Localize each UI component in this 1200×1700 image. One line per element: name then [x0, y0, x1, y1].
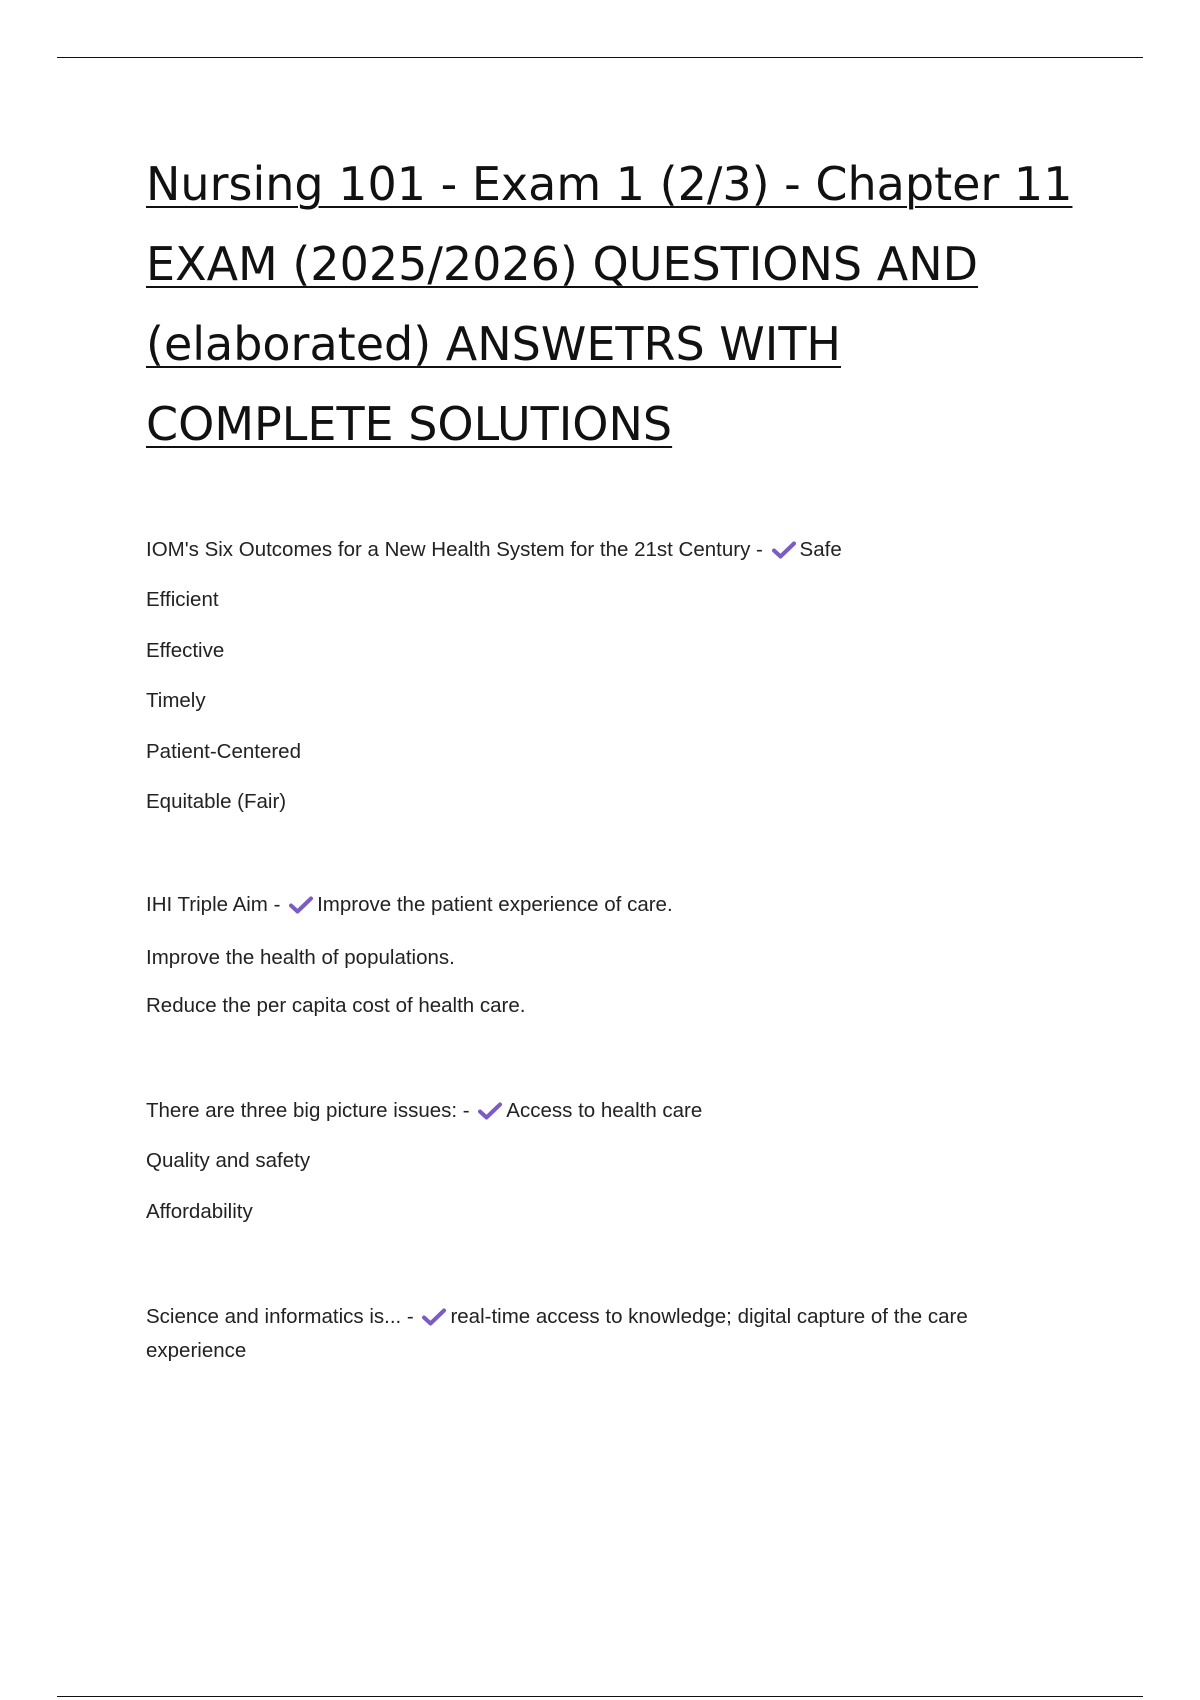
answer-line: Improve the health of populations.: [146, 946, 455, 969]
question-line: [146, 1098, 702, 1124]
answer-text: Safe: [799, 538, 842, 561]
checkmark-icon: [772, 541, 796, 559]
answer-line: Reduce the per capita cost of health care.: [146, 994, 526, 1017]
checkmark-icon: [478, 1102, 502, 1120]
document-title: [146, 144, 1106, 464]
title-line: EXAM (2025/2026) QUESTIONS AND: [146, 237, 979, 291]
bottom-rule: [57, 1696, 1143, 1697]
question-line: [146, 537, 842, 563]
answer-line: Patient-Centered: [146, 740, 301, 763]
top-rule: [57, 57, 1143, 58]
question-text: IHI Triple Aim -: [146, 893, 287, 916]
answer-line: Quality and safety: [146, 1149, 311, 1172]
question-text: Science and informatics is... -: [146, 1305, 420, 1328]
question-text: There are three big picture issues: -: [146, 1099, 476, 1122]
answer-line: Efficient: [146, 588, 219, 611]
title-line: Nursing 101 - Exam 1 (2/3) - Chapter 11: [146, 157, 1073, 211]
answer-text: Access to health care: [506, 1099, 703, 1122]
answer-line: Equitable (Fair): [146, 790, 287, 813]
answer-line: Affordability: [146, 1200, 253, 1223]
question-line: [146, 892, 673, 918]
checkmark-icon: [422, 1308, 446, 1326]
checkmark-icon: [289, 896, 313, 914]
answer-text: Improve the patient experience of care.: [317, 893, 673, 916]
title-line: COMPLETE SOLUTIONS: [146, 397, 673, 451]
question-line: [146, 1300, 1046, 1368]
answer-text: real-time access to knowledge; digital capture of the care experience: [146, 1305, 968, 1362]
answer-line: Effective: [146, 639, 225, 662]
title-line: (elaborated) ANSWETRS WITH: [146, 317, 842, 371]
question-text: IOM's Six Outcomes for a New Health System for the 21st Century -: [146, 538, 769, 561]
answer-line: Timely: [146, 689, 206, 712]
